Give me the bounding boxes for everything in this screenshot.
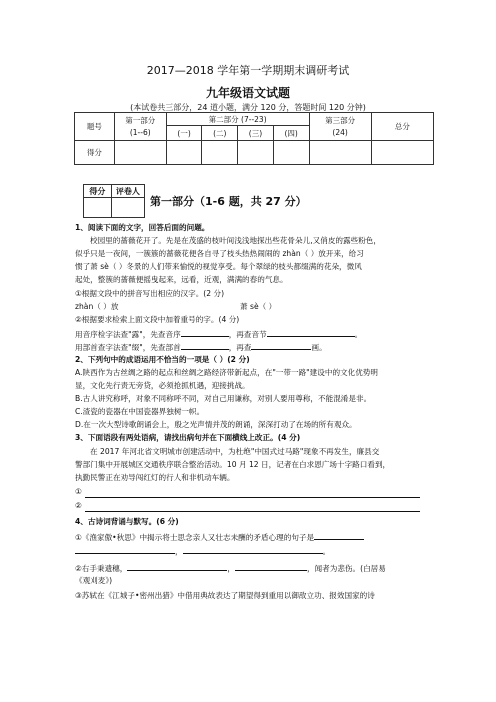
q3-answer-line-1[interactable]: [85, 497, 420, 498]
q1-sub2-a1: 用音序检字法查"露"，先查音序: [75, 330, 181, 339]
q2-option-c: C.渣瓷的瓷器在中国瓷器界独树一帜。: [75, 407, 205, 416]
q2-option-d: D.在一次大型诗歌朗诵会上，殷之光声情并茂的朗诵，深深打动了在场的所有观众。: [75, 420, 357, 429]
grader-reviewer-cell[interactable]: [111, 198, 144, 218]
answer-blank[interactable]: [267, 327, 355, 337]
paper-subtitle: 九年级语文试题: [205, 86, 290, 100]
score-label: 得分: [75, 141, 115, 165]
score-cell[interactable]: [166, 141, 202, 165]
part1-title: 第一部分（1-6 题，共 27 分）: [150, 195, 307, 208]
q2-option-a: A.陕西作为古丝绸之路的起点和丝绸之路经济带新起点，在"一带一路"建设中的文化优势明: [75, 368, 379, 377]
q4-item-1-text: ①《渔家傲•秋思》中揭示将士思念亲人又壮志未酬的矛盾心理的句子是: [75, 533, 315, 542]
q1-sub2-line-b: [75, 340, 327, 354]
answer-blank[interactable]: [181, 327, 229, 337]
part1-range: (1--6): [129, 127, 151, 137]
score-cell[interactable]: [114, 141, 166, 165]
q3-mark-1: ①: [75, 487, 82, 496]
answer-blank[interactable]: [183, 544, 323, 554]
grader-box: [83, 184, 145, 218]
answer-blank[interactable]: [314, 530, 364, 540]
q1-sub2-line-a: [75, 327, 362, 341]
grader-score-cell[interactable]: [84, 198, 112, 218]
q1-heading: 1、阅读下面的文字，回答后面的问题。: [75, 223, 210, 232]
q1-sub2-b1: 用部首查字法查"缀"，先查部首: [75, 343, 181, 352]
q1-passage-line: 校园里的蔷薇花开了。先是在茂盛的枝叶间浅浅地探出些花骨朵儿,又俏皮的露些粉色，: [90, 236, 381, 245]
sub-3: (三): [238, 126, 274, 141]
q4-item-2-comma: ，: [227, 564, 235, 573]
q1-sub2: ②根据要求检索上面文段中加着重号的字。(4 分): [75, 315, 240, 324]
q1-sub2-b2: ，再查: [228, 343, 252, 352]
q4-item-1-period: 。: [322, 547, 331, 556]
q1-passage-line: 起处，整簇的蔷薇便摇曳起来，远看，近观，满满的春的气息。: [75, 275, 288, 284]
score-cell[interactable]: [273, 141, 309, 165]
exam-note: (本试卷共三部分，24 道小题，满分 120 分，答题时间 120 分钟): [130, 103, 366, 112]
q3-heading: 3、下面语段有两处语病，请找出病句并在下面横线上改正。(4 分): [75, 433, 301, 442]
q1-sub2-b3: 画。: [311, 343, 327, 352]
q1-sub2-a2: ，再查音节: [228, 330, 267, 339]
q4-item-1-comma: ，: [175, 547, 183, 556]
part1-label: 第一部分: [125, 115, 156, 125]
sub-1: (一): [166, 126, 202, 141]
q2-option-a-cont: 显，文化先行责无旁贷，必须抢抓机遇，迎接挑战。: [75, 381, 250, 390]
q2-heading: 2、下列句中的成语运用不恰当的一项是（ ）(2 分): [75, 355, 250, 364]
sub-2: (二): [202, 126, 238, 141]
q4-item-1-cont: [75, 544, 330, 558]
row-label: 题号: [75, 113, 115, 141]
q4-item-3: ③苏轼在《江城子•密州出猎》中借用典故表达了期望得到重用以御敌立功、报效国家的诗: [75, 591, 375, 600]
part2-header: 第二部分 (7--23): [166, 113, 309, 126]
part1-header: [114, 113, 166, 141]
q4-heading: 4、古诗词背诵与默写。(6 分): [75, 517, 179, 526]
q4-item-2-text: ②右手秉遗穗，: [75, 564, 128, 573]
part3-label: 第三部分: [325, 115, 356, 125]
q1-sub1: ①根据文段中的拼音写出相应的汉字。(2 分): [75, 289, 225, 298]
q4-item-2-tail: ，闻者为悲伤。(白居易: [306, 564, 386, 573]
q3-passage-line: 警部门集中开展城区交通秩序联合整治活动。10 月 12 日，记者在白求恩广场十字路口看到，: [75, 460, 391, 469]
q3-passage-line: 执勤民警正在劝导闯红灯的行人和非机动车辆。: [75, 473, 235, 482]
q1-passage-line: 惯了萧 sè（ ）冬景的人们带来愉悦的视觉享受。每个翠绿的枝头都缀满的花朵，微风: [75, 262, 362, 271]
q4-item-2: [75, 561, 386, 575]
part3-range: (24): [332, 127, 348, 137]
grader-reviewer-label: 评卷人: [111, 185, 144, 198]
q3-answer-line-2[interactable]: [85, 511, 420, 512]
answer-blank[interactable]: [251, 340, 311, 350]
grader-score-label: 得分: [84, 185, 112, 198]
score-cell[interactable]: [238, 141, 274, 165]
score-cell[interactable]: [202, 141, 238, 165]
score-cell[interactable]: [309, 141, 371, 165]
answer-blank[interactable]: [127, 561, 227, 571]
total-header: 总分: [371, 113, 433, 141]
answer-blank[interactable]: [75, 544, 175, 554]
sub-4: (四): [273, 126, 309, 141]
answer-blank[interactable]: [235, 561, 307, 571]
q1-passage-line: 似乎只是一夜间，一簇簇的蔷薇花便各自寻了枝头热热闹闹的 zhàn（ ）放开来，给习: [75, 249, 364, 258]
q1-sub1-a: zhàn（ ）放: [75, 302, 119, 311]
q1-sub1-b: 萧 sè（ ）: [240, 302, 277, 311]
exam-title: 2017—2018 学年第一学期期末调研考试: [146, 64, 350, 77]
answer-blank[interactable]: [181, 340, 229, 350]
score-cell[interactable]: [371, 141, 433, 165]
q2-option-b: B.古人讲究称呼，对象不同称呼不同，对自己用谦称，对别人要用尊称，不能混淆是非。: [75, 394, 372, 403]
q3-passage-line: 在 2017 年河北省文明城市创建活动中，为杜绝"中国式过马路"现象不再发生，廉县交: [90, 447, 380, 456]
q4-item-1: [75, 530, 364, 544]
q1-sub2-a3: 。: [354, 330, 363, 339]
part3-header: [309, 113, 371, 141]
score-table: [74, 112, 434, 165]
q4-item-2-source: 《观刈麦》): [75, 576, 113, 585]
q3-mark-2: ②: [75, 501, 82, 510]
